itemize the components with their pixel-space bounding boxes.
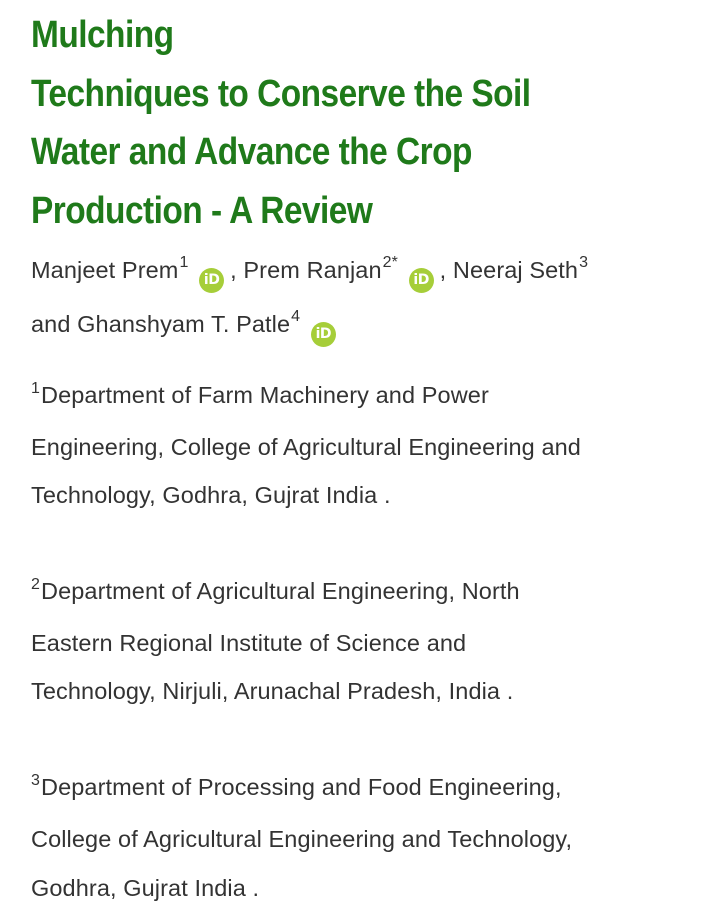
author-name: Ghanshyam T. Patle [77,311,291,337]
author-affiliation-mark: 1 [179,254,189,271]
affiliation [31,371,701,520]
title-line: Mulching [31,14,174,56]
affiliation [31,763,701,912]
author-line [31,299,701,353]
affiliation-number: 3 [31,772,40,790]
affiliation-line [31,763,701,815]
affiliation [31,567,701,716]
author-name: Prem Ranjan [243,257,382,283]
author-name: Neeraj Seth [452,257,579,283]
author-separator: , [230,257,237,283]
author-affiliation-mark: 2* [382,254,398,271]
author-conjunction: and [31,311,71,337]
author-affiliation-mark: 3 [579,254,589,271]
title-line: Techniques to Conserve the Soil [31,72,531,115]
affiliation-text: Department of Processing and Food Engineering, [41,774,562,801]
affiliation-text: Department of Farm Machinery and Power [41,382,489,408]
author-affiliation-mark: 4 [291,308,301,325]
author-name: Manjeet Prem [31,257,179,283]
affiliation-line: Godhra, Gujrat India . [31,874,260,901]
orcid-icon[interactable]: iD [409,268,434,293]
paper-title [31,0,700,240]
author-list [31,245,701,353]
affiliation-line: Technology, Godhra, Gujrat India . [31,482,391,509]
orcid-icon[interactable]: iD [311,322,336,347]
author-separator: , [439,257,447,283]
orcid-icon[interactable]: iD [199,268,224,293]
affiliation-line [31,371,701,423]
affiliation-line [31,567,701,619]
affiliation-number: 2 [31,575,40,593]
affiliation-line: Eastern Regional Institute of Science and [31,629,467,656]
affiliation-line: Engineering, College of Agricultural Engineering and [31,434,581,461]
author-line [31,245,701,299]
paper-header [31,0,701,912]
affiliation-number: 1 [31,380,40,397]
title-line: Water and Advance the Crop [31,131,472,173]
title-line: Production - A Review [31,189,373,232]
affiliation-line: College of Agricultural Engineering and Technology, [31,826,573,853]
affiliation-line: Technology, Nirjuli, Arunachal Pradesh, India . [31,678,514,705]
affiliation-text: Department of Agricultural Engineering, North [41,577,520,604]
